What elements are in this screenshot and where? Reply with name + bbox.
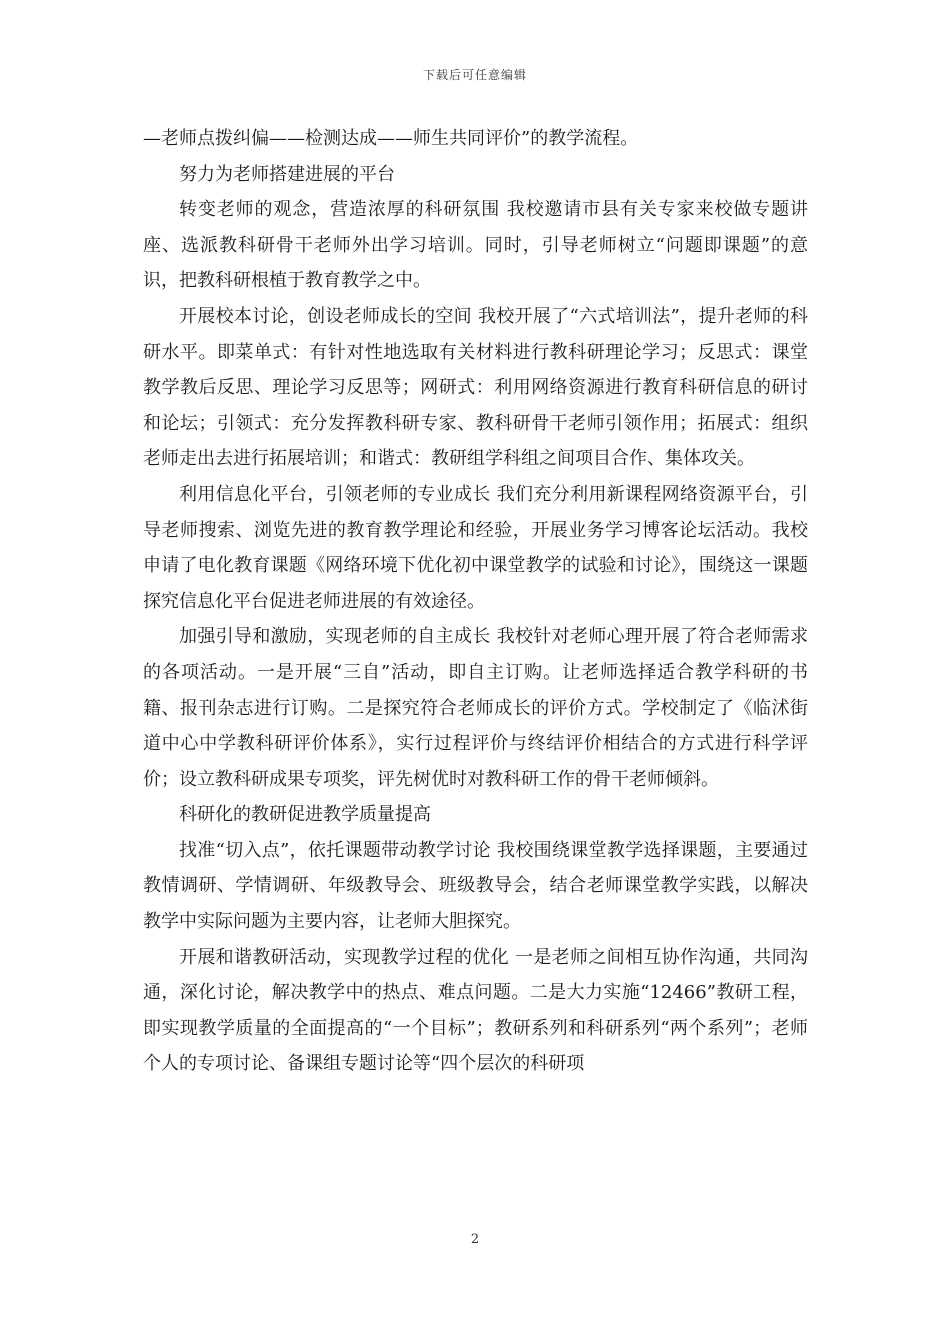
paragraph-3: 转变老师的观念，营造浓厚的科研氛围 我校邀请市县有关专家来校做专题讲座、选派教科研骨干老师外出学习培训。同时，引导老师树立“问题即课题”的意识，把教科研根植于教育教学之中。 bbox=[143, 199, 808, 292]
paragraph-6: 加强引导和激励，实现老师的自主成长 我校针对老师心理开展了符合老师需求的各项活动。一是开展“三自”活动，即自主订购。让老师选择适合教学科研的书籍、报刊杂志进行订购。二是探究符合老师成长的评价方式。学校制定了《临沭街道中心中学教科研评价体系》，实行过程评价与终结评价相结合的方式进行科学评价；设立教科研成果专项奖，评先树优时对教科研工作的骨干老师倾斜。 bbox=[143, 626, 808, 790]
paragraph-5: 利用信息化平台，引领老师的专业成长 我们充分利用新课程网络资源平台，引导老师搜索、浏览先进的教育教学理论和经验，开展业务学习博客论坛活动。我校申请了电化教育课题《网络环境下优化初中课堂教学的试验和讨论》，围绕这一课题探究信息化平台促进老师进展的有效途径。 bbox=[143, 483, 808, 612]
section-heading-research-quality: 科研化的教研促进教学质量提高 bbox=[179, 804, 431, 826]
document-body bbox=[143, 121, 808, 1082]
paragraph-9: 开展和谐教研活动，实现教学过程的优化 一是老师之间相互协作沟通，共同沟通，深化讨论，解决教学中的热点、难点问题。二是大力实施“12466”教研工程，即实现教学质量的全面提高的“一个目标”；教研系列和科研系列“两个系列”；老师个人的专项讨论、备课组专题讨论等“四个层次的科研项 bbox=[143, 946, 808, 1075]
paragraph-8: 找准“切入点”，依托课题带动教学讨论 我校围绕课堂教学选择课题，主要通过教情调研、学情调研、年级教导会、班级教导会，结合老师课堂教学实践，以解决教学中实际问题为主要内容，让老师大胆探究。 bbox=[143, 839, 808, 933]
section-heading-teacher-platform: 努力为老师搭建进展的平台 bbox=[179, 163, 395, 185]
paragraph-1: —老师点拨纠偏——检测达成——师生共同评价”的教学流程。 bbox=[143, 128, 639, 149]
page-header: 下载后可任意编辑 bbox=[422, 68, 527, 82]
page-number: 2 bbox=[470, 1232, 480, 1247]
paragraph-4: 开展校本讨论，创设老师成长的空间 我校开展了“六式培训法”，提升老师的科研水平。即菜单式：有针对性地选取有关材料进行教科研理论学习；反思式：课堂教学教后反思、理论学习反思等；网研式：利用网络资源进行教育科研信息的研讨和论坛；引领式：充分发挥教科研专家、教科研骨干老师引领作用；拓展式：组织老师走出去进行拓展培训；和谐式：教研组学科组之间项目合作、集体攻关。 bbox=[143, 305, 808, 470]
